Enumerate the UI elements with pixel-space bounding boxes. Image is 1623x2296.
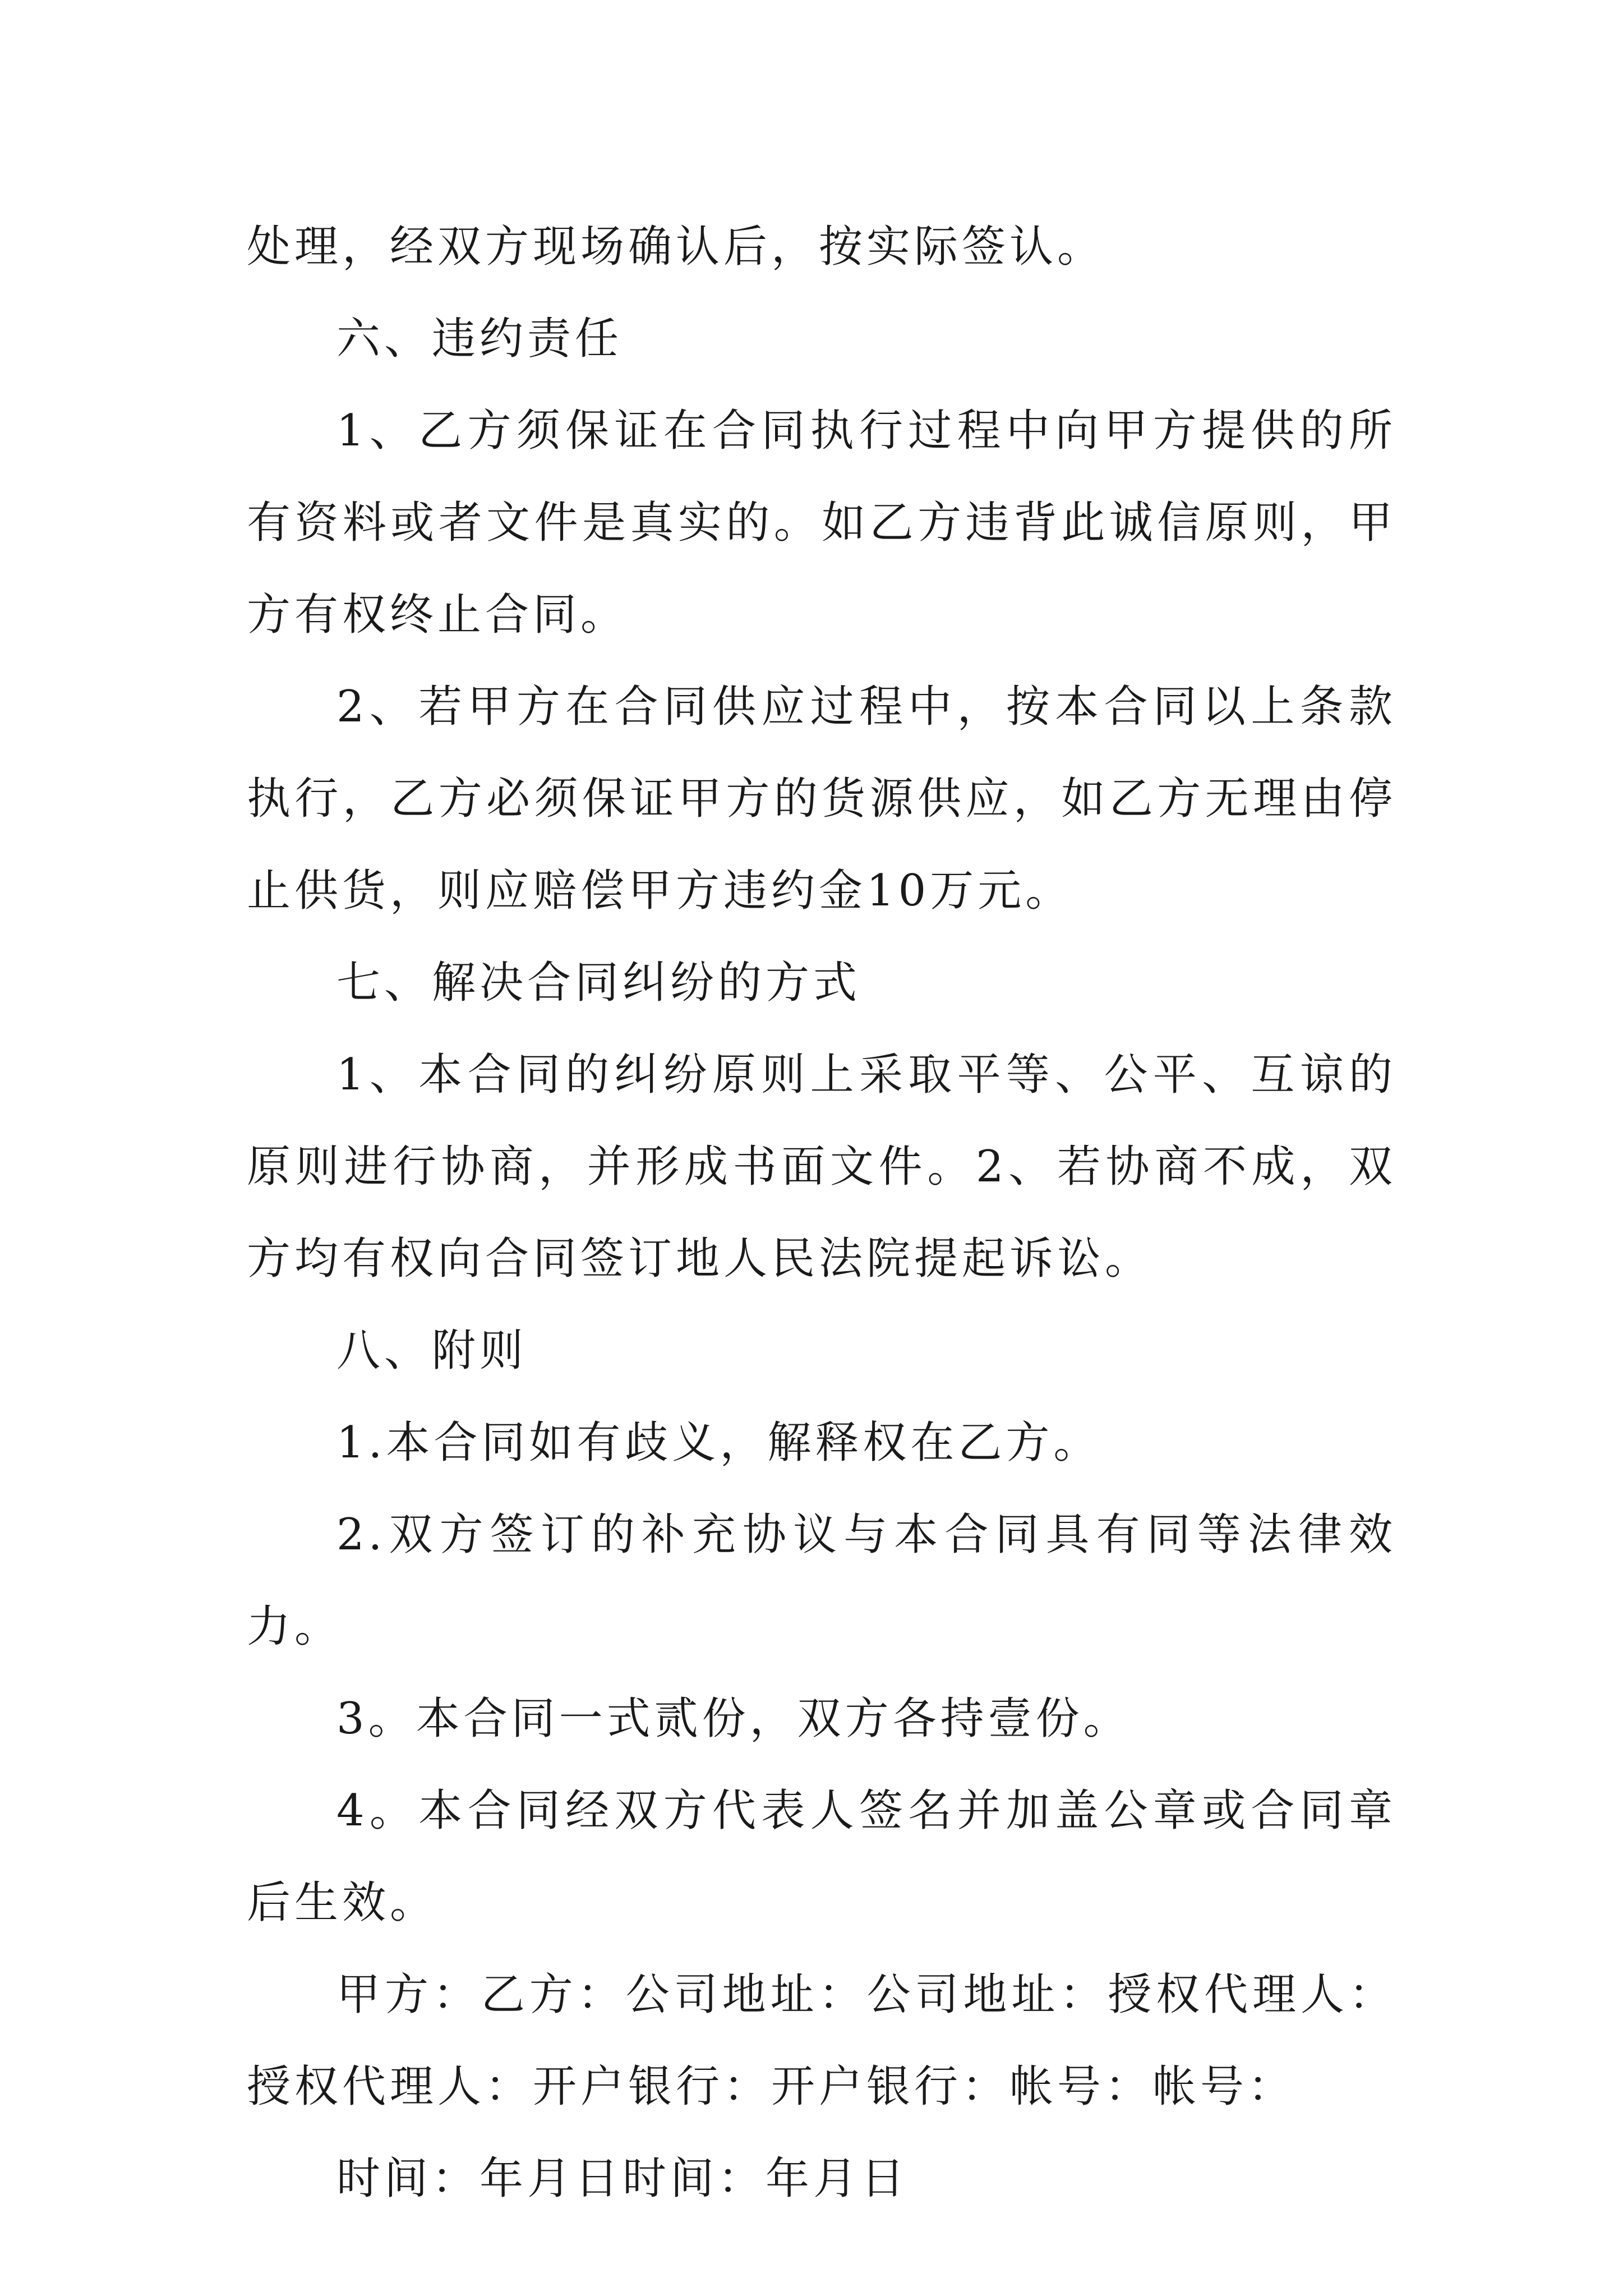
clause-supplementary-4: 4。本合同经双方代表人签名并加盖公章或合同章后生效。: [247, 1786, 1396, 1928]
paragraph-continuation: 处理，经双方现场确认后，按实际签认。: [247, 222, 1105, 272]
signature-block-dates: 时间：年月日时间：年月日: [336, 2154, 909, 2204]
clause-dispute-1: 1、本合同的纠纷原则上采取平等、公平、互谅的原则进行协商，并形成书面文件。2、若协商不成，双方均有权向合同签订地人民法院提起诉讼。: [247, 1050, 1396, 1284]
section-heading-dispute-resolution: 七、解决合同纠纷的方式: [336, 958, 861, 1008]
document-body: [247, 201, 1396, 2225]
clause-supplementary-2: 2.双方签订的补充协议与本合同具有同等法律效力。: [247, 1510, 1396, 1652]
clause-supplementary-3: 3。本合同一式贰份，双方各持壹份。: [336, 1694, 1131, 1744]
clause-supplementary-1: 1.本合同如有歧义，解释权在乙方。: [336, 1418, 1101, 1468]
clause-breach-1: 1、乙方须保证在合同执行过程中向甲方提供的所有资料或者文件是真实的。如乙方违背此诚信原则，甲方有权终止合同。: [247, 406, 1396, 640]
section-heading-supplementary: 八、附则: [336, 1326, 528, 1376]
signature-block-parties: 甲方：乙方：公司地址：公司地址：授权代理人：授权代理人：开户银行：开户银行：帐号：帐号：: [247, 1970, 1396, 2112]
section-heading-breach-liability: 六、违约责任: [336, 314, 623, 364]
clause-breach-2: 2、若甲方在合同供应过程中，按本合同以上条款执行，乙方必须保证甲方的货源供应，如乙方无理由停止供货，则应赔偿甲方违约金10万元。: [247, 682, 1396, 916]
